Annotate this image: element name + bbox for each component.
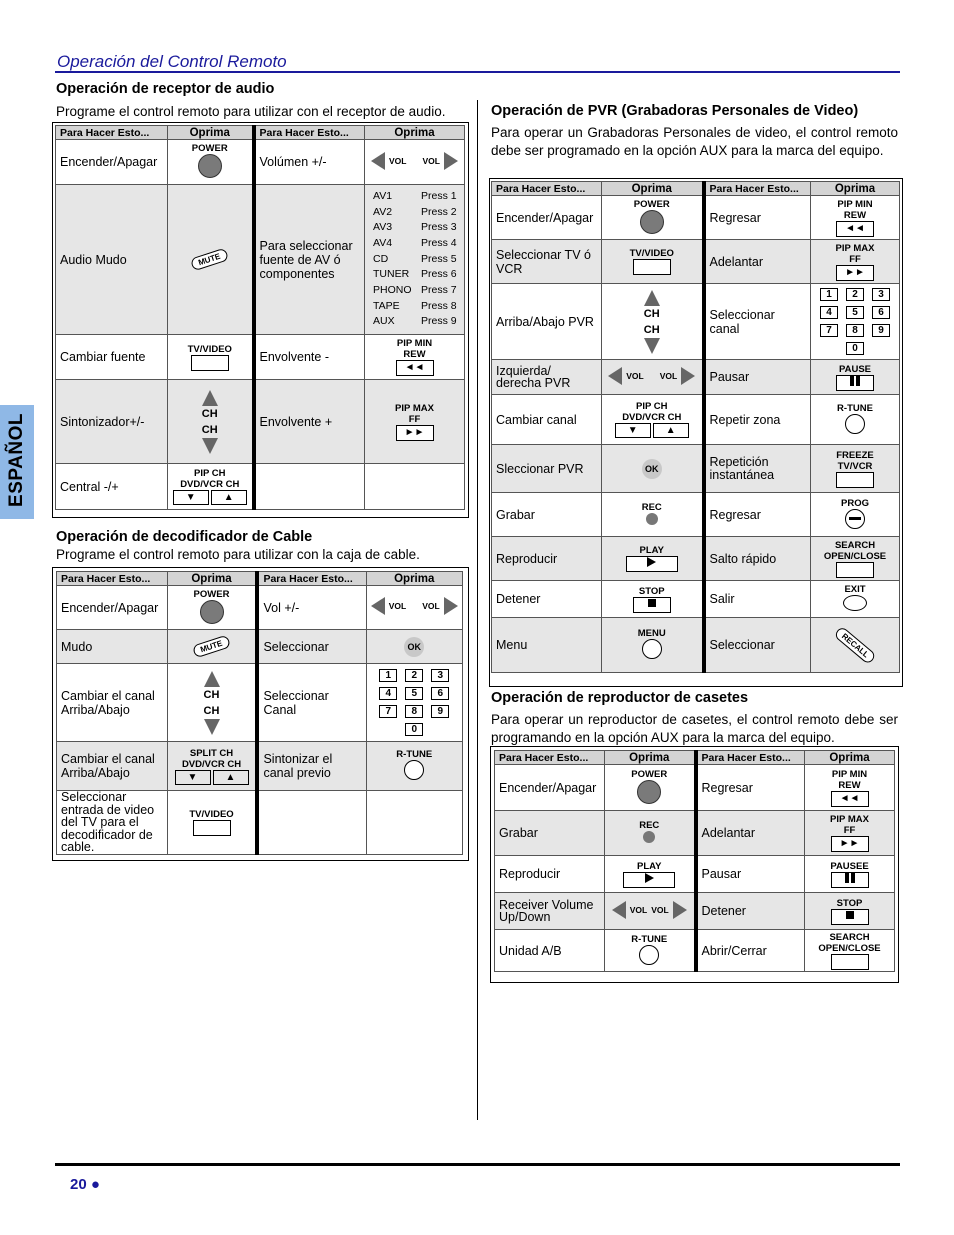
numpad: 1 2 3 4 5 6 7 8 9 0 (366, 664, 463, 742)
pause-icon (831, 872, 869, 888)
stop-button: STOP (805, 893, 895, 930)
ff-button: PIP MAX FF ►► (811, 240, 900, 284)
col-action: Para Hacer Esto... (57, 572, 168, 586)
r-tune-icon (845, 414, 865, 434)
av-source-list: AV1 Press 1 AV2 Press 2 AV3 Press 3 AV4 Press 4 CD Press 5 TUNER Press 6 PHONO Press 7 TAPE Press 8 AUX Press 9 (365, 185, 465, 335)
dvd-vcr-ch-button: PIP CH DVD/VCR CH ▼ ▲ (168, 464, 254, 510)
action-cell: Sleccionar PVR (492, 445, 602, 493)
dvd-vcr-ch-button: PIP CH DVD/VCR CH ▼ ▲ (602, 395, 704, 445)
ok-button: OK (366, 630, 463, 664)
action-cell: Para seleccionar fuente de AV ó componentes (254, 185, 365, 335)
fast-forward-icon: ►► (831, 836, 869, 852)
ff-button: PIP MAX FF ►► (365, 380, 465, 464)
vol-down-icon (371, 152, 385, 170)
col-press: Oprima (602, 182, 704, 196)
pvr-section-desc: Para operar un Grabadoras Personales de video, el control remoto debe ser programado en la opción AUX para la marca del equipo. (491, 125, 898, 158)
vol-up-icon (444, 597, 458, 615)
rew-button: PIP MIN REW ◄◄ (805, 765, 895, 811)
page-header: Operación del Control Remoto (57, 52, 287, 71)
action-cell: Seleccionar canal (704, 284, 811, 360)
action-cell: Regresar (704, 196, 811, 240)
cassette-table (494, 750, 895, 972)
column-divider (477, 100, 478, 1120)
vol-right-icon (681, 367, 695, 385)
action-cell: Adelantar (696, 811, 805, 856)
ch-up-icon: ▲ (213, 770, 249, 785)
power-icon (198, 154, 222, 178)
cable-table (56, 571, 463, 855)
empty-cell (365, 464, 465, 510)
menu-icon (642, 639, 662, 659)
action-cell: Audio Mudo (56, 185, 168, 335)
empty-cell (366, 791, 463, 855)
action-cell: Menu (492, 618, 602, 673)
action-cell (254, 464, 365, 510)
col-press: Oprima (811, 182, 900, 196)
audio-table (55, 125, 465, 510)
power-button: POWER (167, 586, 257, 630)
recall-button: RECALL (811, 618, 900, 673)
rec-button: REC (605, 811, 696, 856)
volume-button: VOL VOL (365, 140, 465, 185)
action-cell: Salto rápido (704, 537, 811, 581)
vol-up-icon (673, 901, 687, 919)
ch-down-icon: ▼ (175, 770, 211, 785)
search-button: SEARCH OPEN/CLOSE (805, 930, 895, 972)
action-cell: Reproducir (495, 856, 605, 893)
action-cell: Seleccionar entrada de video del TV para el decodificador de cable. (57, 791, 168, 855)
ch-down-icon: ▼ (615, 423, 651, 438)
col-action: Para Hacer Esto... (257, 572, 366, 586)
col-action: Para Hacer Esto... (56, 126, 168, 140)
rew-button: PIP MIN REW ◄◄ (365, 335, 465, 380)
action-cell: Adelantar (704, 240, 811, 284)
menu-button: MENU (602, 618, 704, 673)
pvr-table (491, 181, 900, 673)
volume-button: VOL VOL (602, 360, 704, 395)
power-button: POWER (168, 140, 254, 185)
ff-button: PIP MAX FF ►► (805, 811, 895, 856)
ok-button: OK (602, 445, 704, 493)
fast-forward-icon: ►► (396, 425, 434, 441)
stop-icon (633, 597, 671, 613)
exit-button: EXIT (811, 581, 900, 618)
audio-section-desc: Programe el control remoto para utilizar con el receptor de audio. (56, 104, 446, 119)
vol-left-icon (608, 367, 622, 385)
action-cell: Seleccionar (257, 630, 366, 664)
ch-up-icon: ▲ (653, 423, 689, 438)
r-tune-button: R-TUNE (811, 395, 900, 445)
dvd-vcr-ch-button: SPLIT CH DVD/VCR CH ▼ ▲ (167, 742, 257, 791)
action-cell: Izquierda/ derecha PVR (492, 360, 602, 395)
play-button: PLAY (605, 856, 696, 893)
action-cell (257, 791, 366, 855)
rew-button: PIP MIN REW ◄◄ (811, 196, 900, 240)
r-tune-icon (639, 945, 659, 965)
cassette-section-title: Operación de reproductor de casetes (491, 690, 749, 706)
action-cell: Pausar (704, 360, 811, 395)
header-rule (55, 71, 900, 73)
action-cell: Central -/+ (56, 464, 168, 510)
channel-button: CH CH (167, 664, 257, 742)
tv-video-button: TV/VIDEO (602, 240, 704, 284)
language-tab: ESPAÑOL (0, 405, 34, 519)
freeze-button: FREEZE TV/VCR (811, 445, 900, 493)
record-icon (646, 513, 658, 525)
prog-button: PROG (811, 493, 900, 537)
action-cell: Regresar (704, 493, 811, 537)
power-icon (640, 210, 664, 234)
ch-up-icon (204, 671, 220, 687)
ch-up-icon (644, 290, 660, 306)
channel-button: CH CH (168, 380, 254, 464)
col-press: Oprima (167, 572, 257, 586)
search-button: SEARCH OPEN/CLOSE (811, 537, 900, 581)
record-icon (643, 831, 655, 843)
mute-button: MUTE (168, 185, 254, 335)
col-press: Oprima (805, 751, 895, 765)
pause-button: PAUSEE (805, 856, 895, 893)
action-cell: Abrir/Cerrar (696, 930, 805, 972)
footer-rule (55, 1163, 900, 1166)
mute-button: MUTE (167, 630, 257, 664)
play-icon (626, 556, 678, 572)
col-press: Oprima (168, 126, 254, 140)
col-press: Oprima (365, 126, 465, 140)
action-cell: Cambiar canal (492, 395, 602, 445)
fast-forward-icon: ►► (836, 265, 874, 281)
tv-video-button: TV/VIDEO (168, 335, 254, 380)
action-cell: Receiver Volume Up/Down (495, 893, 605, 930)
action-cell: Grabar (495, 811, 605, 856)
action-cell: Envolvente + (254, 380, 365, 464)
col-action: Para Hacer Esto... (495, 751, 605, 765)
exit-icon (843, 595, 867, 611)
action-cell: Cambiar fuente (56, 335, 168, 380)
tv-video-button: TV/VIDEO (167, 791, 257, 855)
power-button: POWER (602, 196, 704, 240)
col-press: Oprima (366, 572, 463, 586)
r-tune-button: R-TUNE (605, 930, 696, 972)
action-cell: Encender/Apagar (57, 586, 168, 630)
ch-down-icon: ▼ (173, 490, 209, 505)
action-cell: Encender/Apagar (56, 140, 168, 185)
action-cell: Encender/Apagar (492, 196, 602, 240)
action-cell: Repetición instantánea (704, 445, 811, 493)
action-cell: Vol +/- (257, 586, 366, 630)
power-icon (637, 780, 661, 804)
action-cell: Arriba/Abajo PVR (492, 284, 602, 360)
stop-icon (831, 909, 869, 925)
pvr-section-title: Operación de PVR (Grabadoras Personales de Video) (491, 103, 859, 119)
pause-button: PAUSE (811, 360, 900, 395)
channel-button: CH CH (602, 284, 704, 360)
ch-up-icon (202, 390, 218, 406)
r-tune-button: R-TUNE (366, 742, 463, 791)
action-cell: Detener (492, 581, 602, 618)
power-button: POWER (605, 765, 696, 811)
action-cell: Seleccionar TV ó VCR (492, 240, 602, 284)
action-cell: Grabar (492, 493, 602, 537)
vol-down-icon (371, 597, 385, 615)
power-icon (200, 600, 224, 624)
col-action: Para Hacer Esto... (704, 182, 811, 196)
cable-section-desc: Programe el control remoto para utilizar con la caja de cable. (56, 547, 420, 562)
stop-button: STOP (602, 581, 704, 618)
ch-up-icon: ▲ (211, 490, 247, 505)
play-icon (623, 872, 675, 888)
action-cell: Envolvente - (254, 335, 365, 380)
ch-down-icon (644, 338, 660, 354)
action-cell: Cambiar el canal Arriba/Abajo (57, 664, 168, 742)
vol-up-icon (444, 152, 458, 170)
bullet-icon: ● (90, 1176, 100, 1193)
page-number: 20 ● (70, 1176, 100, 1193)
action-cell: Sintonizar el canal previo (257, 742, 366, 791)
action-cell: Seleccionar (704, 618, 811, 673)
rewind-icon: ◄◄ (836, 221, 874, 237)
r-tune-icon (404, 760, 424, 780)
action-cell: Cambiar el canal Arriba/Abajo (57, 742, 168, 791)
prog-icon (845, 509, 865, 529)
action-cell: Salir (704, 581, 811, 618)
play-button: PLAY (602, 537, 704, 581)
col-action: Para Hacer Esto... (254, 126, 365, 140)
action-cell: Regresar (696, 765, 805, 811)
volume-button: VOL VOL (366, 586, 463, 630)
ch-down-icon (202, 438, 218, 454)
action-cell: Sintonizador+/- (56, 380, 168, 464)
action-cell: Reproducir (492, 537, 602, 581)
col-action: Para Hacer Esto... (696, 751, 805, 765)
pause-icon (836, 375, 874, 391)
col-press: Oprima (605, 751, 696, 765)
vol-down-icon (612, 901, 626, 919)
action-cell: Volúmen +/- (254, 140, 365, 185)
numpad: 1 2 3 4 5 6 7 8 9 0 (811, 284, 900, 360)
action-cell: Mudo (57, 630, 168, 664)
cable-section-title: Operación de decodificador de Cable (56, 529, 313, 545)
action-cell: Encender/Apagar (495, 765, 605, 811)
action-cell: Seleccionar Canal (257, 664, 366, 742)
rewind-icon: ◄◄ (831, 791, 869, 807)
action-cell: Detener (696, 893, 805, 930)
action-cell: Pausar (696, 856, 805, 893)
volume-button: VOL VOL (605, 893, 696, 930)
rewind-icon: ◄◄ (396, 360, 434, 376)
cassette-section-desc: Para operar un reproductor de casetes, el control remoto debe ser programando en la opción AUX para la marca del equipo. (491, 712, 898, 745)
ch-down-icon (204, 719, 220, 735)
action-cell: Repetir zona (704, 395, 811, 445)
audio-section-title: Operación de receptor de audio (56, 81, 275, 97)
action-cell: Unidad A/B (495, 930, 605, 972)
col-action: Para Hacer Esto... (492, 182, 602, 196)
rec-button: REC (602, 493, 704, 537)
